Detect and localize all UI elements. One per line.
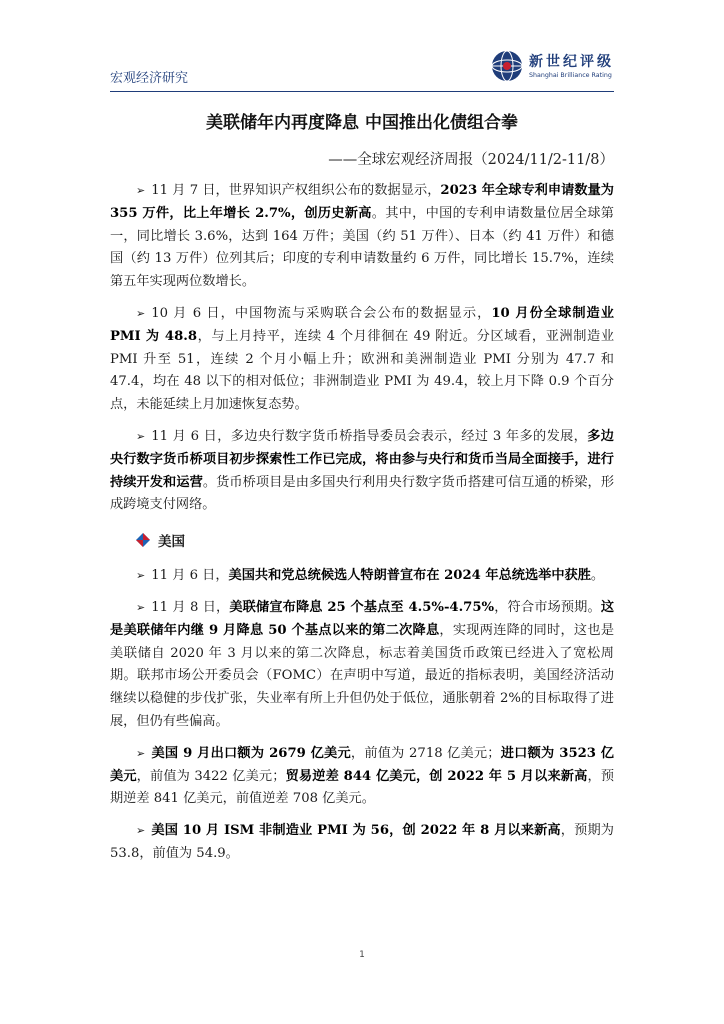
report-subtitle: ——全球宏观经济周报（2024/11/2-11/8） [328, 152, 614, 168]
paragraph-text: ，实现两连降的同时，这也是美联储自 2020 年 3 月以来的第二次降息，标志着美国货币政策已经进入了宽松周期。联邦市场公开委员会（FOMC）在声明中写道，最近的指标表明，美国经济活动继续以稳健的步伐扩张，失业率有所上升但仍处于低位，通胀朝着 2%的目标取得了进展，但仍有些偏高。 [110, 622, 615, 729]
paragraph-text: ，前值为 3422 亿美元； [136, 768, 286, 784]
bullet-arrow-icon: ➢ [136, 306, 146, 320]
bullet-arrow-icon: ➢ [136, 429, 146, 443]
paragraph-text: 11 月 8 日， [151, 599, 230, 615]
bullet-arrow-icon: ➢ [136, 600, 146, 614]
header-divider [110, 91, 614, 92]
global-news-paragraph-1 [110, 180, 614, 294]
paragraph-text: ，预期为 53.8，前值为 54.9。 [110, 823, 614, 861]
paragraph-text: 11 月 6 日， [151, 568, 229, 584]
us-news-paragraph-2 [110, 597, 614, 734]
paragraph-text: 11 月 7 日，世界知识产权组织公布的数据显示， [151, 183, 441, 198]
paragraph-highlight: 多边央行数字货币桥项目初步探索性工作已完成，将由参与央行和货币当局全面接手，进行持续开发和运营 [110, 428, 614, 490]
paragraph-text: ，与上月持平，连续 4 个月徘徊在 49 附近。分区域看，亚洲制造业 PMI 升至 51，连续 2 个月小幅上升；欧洲和美洲制造业 PMI 分别为 47.7 和 47.4，均在 48 以下的相对低位；非洲制造业 PMI 为 49.4，较上月下降 0.9 个百分点，未能延续上月加速恢复态势。 [110, 328, 615, 413]
paragraph-text: 。货币桥项目是由多国央行利用央行数字货币搭建可信互通的桥梁，形成跨境支付网络。 [110, 474, 615, 513]
logo-chinese-name: 新世纪评级 [529, 53, 614, 70]
section-label: 宏观经济研究 [110, 71, 189, 86]
global-news-paragraph-3 [110, 426, 614, 517]
us-news-paragraph-4 [110, 820, 614, 866]
paragraph-highlight: 这是美联储年内继 9 月降息 50 个基点以来的第二次降息 [110, 599, 615, 638]
paragraph-highlight: 进口额为 3523 亿美元 [110, 745, 614, 784]
global-news-paragraph-2 [110, 303, 614, 417]
page-number: 1 [359, 950, 365, 960]
paragraph-text: 10 月 6 日，中国物流与采购联合会公布的数据显示， [151, 305, 492, 321]
section-diamond-icon [136, 533, 150, 547]
bullet-arrow-icon: ➢ [136, 569, 146, 583]
company-logo [491, 46, 614, 86]
section-heading-us [136, 529, 614, 551]
paragraph-highlight: 2023 年全球专利申请数量为 355 万件，比上年增长 2.7%，创历史新高 [110, 183, 614, 221]
report-body [110, 180, 614, 875]
paragraph-highlight: 贸易逆差 844 亿美元，创 2022 年 5 月以来新高 [285, 768, 588, 784]
paragraph-highlight: 美联储宣布降息 25 个基点至 4.5%-4.75% [229, 599, 495, 615]
bullet-arrow-icon: ➢ [136, 824, 146, 838]
bullet-arrow-icon: ➢ [136, 184, 146, 197]
logo-english-name: Shanghai Brilliance Rating [529, 71, 612, 79]
paragraph-text: ，前值为 2718 亿美元； [350, 745, 501, 761]
paragraph-text: 。 [590, 568, 605, 584]
paragraph-highlight: 美国 9 月出口额为 2679 亿美元 [151, 745, 351, 761]
report-title: 美联储年内再度降息 中国推出化债组合拳 [206, 113, 518, 133]
paragraph-text: ，预期逆差 841 亿美元，前值逆差 708 亿美元。 [110, 768, 615, 807]
paragraph-highlight: 美国共和党总统候选人特朗普宣布在 2024 年总统选举中获胜 [228, 568, 591, 584]
bullet-arrow-icon: ➢ [136, 746, 146, 760]
section-heading-label: 美国 [158, 534, 185, 551]
paragraph-text: 。其中，中国的专利申请数量位居全球第一，同比增长 3.6%，达到 164 万件；美国（约 51 万件）、日本（约 41 万件）和德国（约 13 万件）位列其后；印度的专利申请数量约 6 万件，同比增长 15.7%，连续第五年实现两位数增长。 [110, 205, 614, 290]
logo-globe-icon [491, 50, 523, 82]
page-header [110, 44, 614, 90]
paragraph-text: 11 月 6 日，多边央行数字货币桥指导委员会表示，经过 3 年多的发展， [151, 428, 588, 444]
paragraph-text: ，符合市场预期。 [494, 599, 601, 615]
us-news-paragraph-1 [110, 565, 614, 588]
us-news-paragraph-3 [110, 743, 614, 811]
paragraph-highlight: 美国 10 月 ISM 非制造业 PMI 为 56，创 2022 年 8 月以来新高 [151, 823, 561, 839]
paragraph-highlight: 10 月份全球制造业 PMI 为 48.8 [110, 305, 614, 344]
